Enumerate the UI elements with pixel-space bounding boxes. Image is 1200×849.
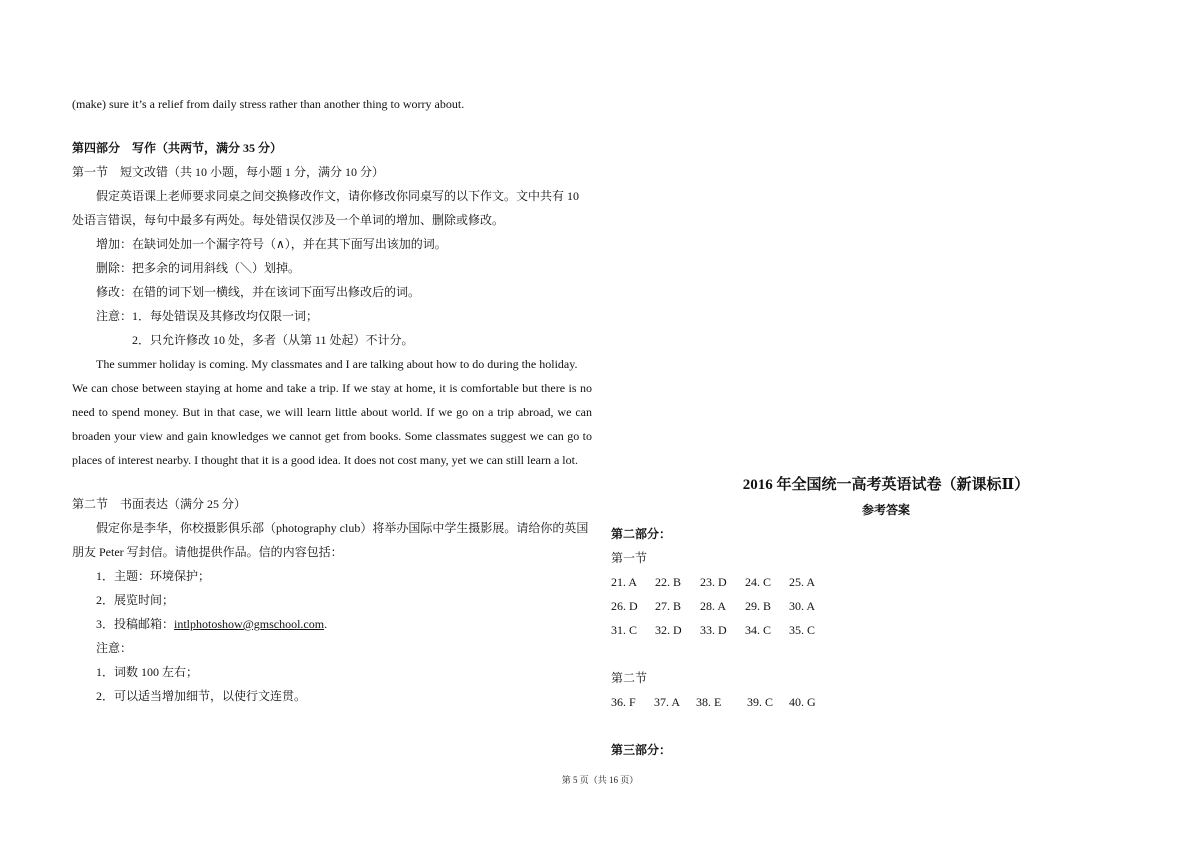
answer-item: 39. C [747,695,774,709]
answer-item: 22. B [655,575,682,589]
content-item-2: 2．展览时间； [96,593,175,607]
part4-heading: 第四部分 写作（共两节，满分 35 分） [72,141,283,155]
answers-section1-heading: 第一节 [611,551,648,565]
passage-line: need to spend money. But in that case, we will learn little about world. If we go on a trip abroad, we can [72,405,592,419]
answer-row [611,690,1071,714]
answer-item: 37. A [654,695,681,709]
section2-instruction-line1: 假定你是李华，你校摄影俱乐部（photography club）将举办国际中学生摄影展。请给你的英国 [96,521,589,535]
requirement-2: 2．可以适当增加细节，以使行文连贯。 [96,689,307,703]
submission-email-link[interactable]: intlphotoshow@gmschool.com [174,617,325,631]
answer-item: 30. A [789,599,816,613]
answer-item: 34. C [745,623,772,637]
delete-rule: 删除：把多余的词用斜线（＼）划掉。 [96,261,301,275]
answer-row [611,570,1071,594]
answer-item: 23. D [700,575,727,589]
answer-item: 40. G [789,695,816,709]
section1-instruction-line2: 处语言错误，每句中最多有两处。每处错误仅涉及一个单词的增加、删除或修改。 [72,213,505,227]
spacer [72,116,592,136]
answers-section2-heading: 第二节 [611,671,648,685]
section2-instruction-line2: 朋友 Peter 写封信。请他提供作品。信的内容包括： [72,545,343,559]
answer-item: 35. C [789,623,816,637]
answer-item: 29. B [745,599,772,613]
answer-row [611,594,1071,618]
answer-item: 33. D [700,623,727,637]
answer-item: 26. D [611,599,638,613]
modify-rule: 修改：在错的词下划一横线，并在该词下面写出修改后的词。 [96,285,421,299]
note-line2: 2．只允许修改 10 处，多者（从第 11 处起）不计分。 [132,333,414,347]
passage-line: broaden your view and gain knowledges we cannot get from books. Some classmates suggest we can go to [72,429,592,443]
section1-heading: 第一节 短文改错（共 10 小题，每小题 1 分，满分 10 分） [72,165,385,179]
content-item-3-suffix: . [324,617,328,631]
passage-line: The summer holiday is coming. My classmates and I are talking about how to do during the holiday. [96,357,578,371]
left-column [72,92,592,708]
note-line1: 注意：1．每处错误及其修改均仅限一词； [96,309,319,323]
answer-item: 27. B [655,599,682,613]
section2-heading: 第二节 书面表达（满分 25 分） [72,497,247,511]
answer-item: 28. A [700,599,727,613]
answer-item: 25. A [789,575,816,589]
part2-heading: 第二部分： [611,527,672,541]
answer-item: 21. A [611,575,638,589]
page-number-footer: 第 5 页（共 16 页） [561,775,639,785]
answer-item: 24. C [745,575,772,589]
passage-line: places of interest nearby. I thought that it is a good idea. It does not cost many, yet we can still learn a lot. [72,453,578,467]
answer-item: 36. F [611,695,636,709]
right-column [611,472,1071,762]
note-heading: 注意： [96,641,133,655]
answer-key-title: 2016 年全国统一高考英语试卷（新课标Ⅱ） [742,477,1030,493]
part3-heading: 第三部分： [611,743,672,757]
spacer [72,472,592,492]
section1-instruction-line1: 假定英语课上老师要求同桌之间交换修改作文，请你修改你同桌写的以下作文。文中共有 10 [96,189,580,203]
passage-line: We can chose between staying at home and take a trip. If we stay at home, it is comfortable but there is no [72,381,592,395]
requirement-1: 1．词数 100 左右； [96,665,199,679]
content-item-1: 1．主题：环境保护； [96,569,211,583]
carryover-text: (make) sure it’s a relief from daily stress rather than another thing to worry about. [72,97,465,111]
add-rule: 增加：在缺词处加一个漏字符号（∧），并在其下面写出该加的词。 [96,237,447,251]
content-item-3 [72,612,592,636]
answer-row [611,618,1071,642]
spacer [611,642,1071,666]
answer-key-subtitle: 参考答案 [861,503,910,517]
spacer [611,714,1071,738]
answer-item: 31. C [611,623,638,637]
content-item-3-label: 3．投稿邮箱： [96,617,175,631]
answer-item: 32. D [655,623,682,637]
answer-item: 38. E [696,695,722,709]
